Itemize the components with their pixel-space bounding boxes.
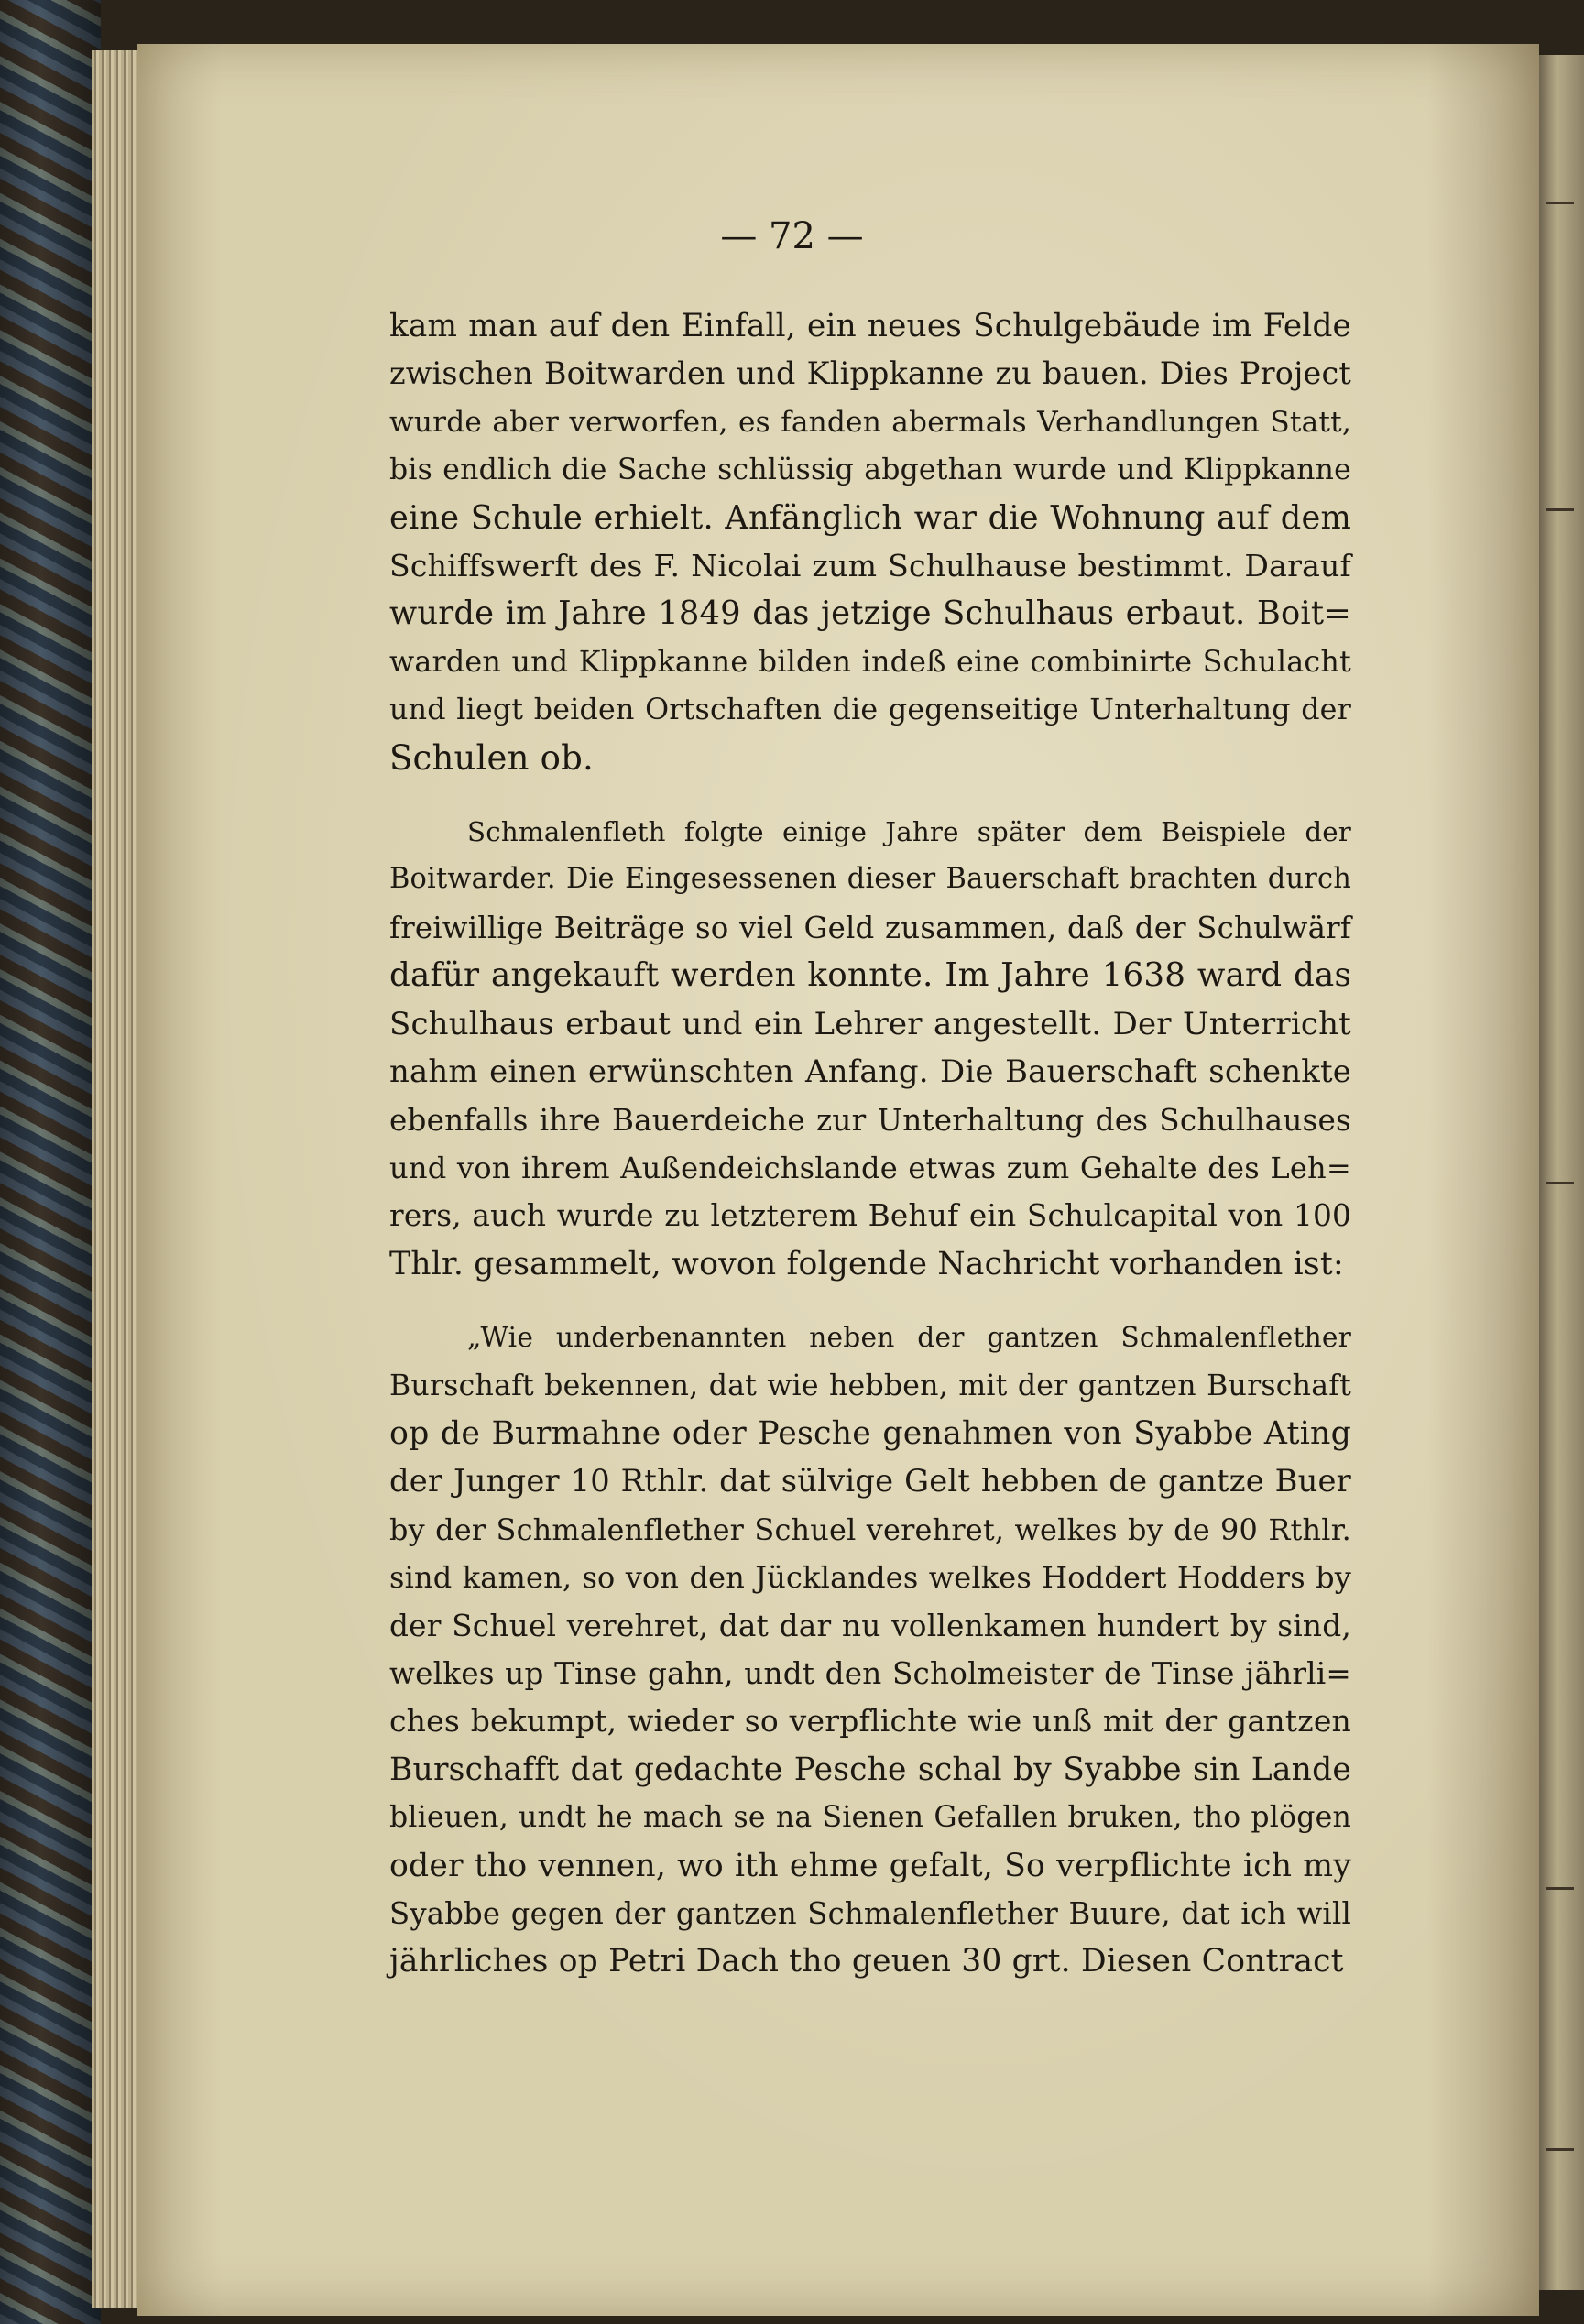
text-line: warden und Klippkanne bilden indeß eine combinirte Schulacht [389, 645, 1351, 679]
text-line: op de Burmahne oder Pesche genahmen von Syabbe Ating [389, 1414, 1351, 1452]
text-line: nahm einen erwünschten Anfang. Die Bauerschaft schenkte [389, 1053, 1351, 1090]
text-line: der Schuel verehret, dat dar nu vollenkamen hundert by sind, [389, 1608, 1351, 1643]
text-line: und von ihrem Außendeichslande etwas zum Gehalte des Leh= [389, 1150, 1351, 1185]
text-line: sind kamen, so von den Jücklandes welkes Hoddert Hodders by [389, 1560, 1351, 1596]
edge-mark [1546, 1182, 1574, 1184]
paragraph-gap [389, 1288, 1351, 1314]
text-line: Schmalenfleth folgte einige Jahre später dem Beispiele der [467, 816, 1351, 848]
marbled-binding [0, 0, 101, 2324]
text-line: blieuen, undt he mach se na Sienen Gefallen bruken, tho plögen [389, 1801, 1351, 1835]
edge-mark [1546, 2148, 1574, 2151]
edge-mark [1546, 202, 1574, 204]
text-line: dafür angekauft werden konnte. Im Jahre 1638 ward das [389, 956, 1351, 995]
text-line: wurde aber verworfen, es fanden abermals Verhandlungen Statt, [389, 405, 1351, 439]
text-line: welkes up Tinse gahn, undt den Scholmeister de Tinse jährli= [389, 1655, 1351, 1691]
text-line: rers, auch wurde zu letzterem Behuf ein Schulcapital von 100 [389, 1198, 1351, 1234]
text-line: Thlr. gesammelt, wovon folgende Nachricht vorhanden ist: [389, 1245, 1344, 1282]
paragraph [389, 302, 1351, 782]
text-line: ches bekumpt, wieder so verpflichte wie unß mit der gantzen [389, 1703, 1351, 1740]
text-line: ebenfalls ihre Bauerdeiche zur Unterhaltung des Schulhauses [389, 1102, 1351, 1138]
text-line: oder tho vennen, wo ith ehme gefalt, So verpflichte ich my [389, 1847, 1351, 1884]
text-line: Burschafft dat gedachte Pesche schal by Syabbe sin Lande [389, 1751, 1351, 1788]
text-line: Boitwarder. Die Eingesessenen dieser Bauerschaft brachten durch [389, 863, 1351, 896]
text-line: der Junger 10 Rthlr. dat sülvige Gelt hebben de gantze Buer [389, 1463, 1351, 1500]
page-number: — 72 — [720, 215, 864, 257]
text-line: Burschaft bekennen, dat wie hebben, mit der gantzen Burschaft [389, 1369, 1351, 1402]
text-line: eine Schule erhielt. Anfänglich war die Wohnung auf dem [389, 498, 1351, 537]
text-line: freiwillige Beiträge so viel Geld zusammen, daß der Schulwärf [389, 910, 1351, 945]
text-line: bis endlich die Sache schlüssig abgethan wurde und Klippkanne [389, 453, 1351, 487]
text-line: by der Schmalenflether Schuel verehret, welkes by de 90 Rthlr. [389, 1511, 1351, 1547]
body-text [389, 302, 1351, 1986]
text-line: kam man auf den Einfall, ein neues Schulgebäude im Felde [389, 308, 1351, 344]
paragraph [389, 808, 1351, 1288]
text-line: Schiffswerft des F. Nicolai zum Schulhause bestimmt. Darauf [389, 548, 1351, 584]
text-line: Syabbe gegen der gantzen Schmalenflether Buure, dat ich will [389, 1896, 1351, 1931]
text-line: Schulhaus erbaut und ein Lehrer angestellt. Der Unterricht [389, 1005, 1351, 1042]
next-page-edge [1539, 55, 1584, 2290]
text-line: wurde im Jahre 1849 das jetzige Schulhaus erbaut. Boit= [389, 595, 1351, 633]
text-line: und liegt beiden Ortschaften die gegenseitige Unterhaltung der [389, 693, 1351, 727]
text-line: „Wie underbenannten neben der gantzen Schmalenflether [467, 1321, 1351, 1354]
text-line: zwischen Boitwarden und Klippkanne zu bauen. Dies Project [389, 355, 1351, 392]
paragraph [389, 1314, 1351, 1986]
text-line: jährliches op Petri Dach tho geuen 30 grt. Diesen Contract [389, 1943, 1344, 1980]
edge-mark [1546, 508, 1574, 511]
text-line: Schulen ob. [389, 737, 594, 778]
paragraph-gap [389, 782, 1351, 808]
edge-mark [1546, 1887, 1574, 1890]
